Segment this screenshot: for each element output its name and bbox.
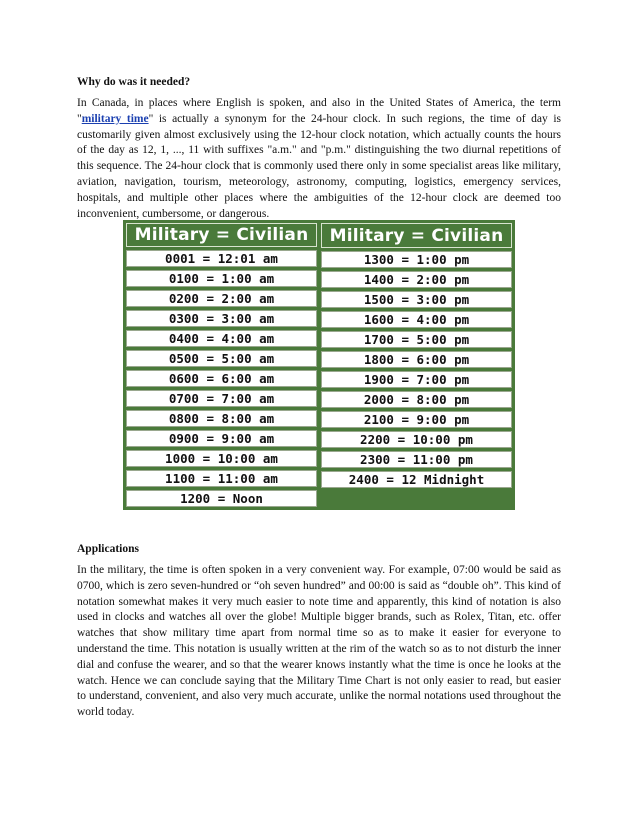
- table-cell: 2000 = 8:00 pm: [321, 391, 512, 408]
- table-columns: [126, 223, 512, 507]
- table-cell: 0900 = 9:00 am: [126, 430, 317, 447]
- table-cell: 1000 = 10:00 am: [126, 450, 317, 467]
- paragraph-text: " is actually a synonym for the 24-hour clock. In such regions, the time of day is customarily given almost exclusively using the 12-hour clock notation, which actually counts the hours of the day as 12, 1, ..., 11 with suffixes "a.m." and "p.m." distinguishing the two diurnal repetitions of this sequence. The 24-hour clock that is commonly used there only in some specialist areas like military, aviation, navigation, tourism, meteorology, astronomy, computing, logistics, emergency services, hospitals, and multiple other places where the ambiguities of the 12-hour clock are deemed too inconvenient, cumbersome, or dangerous.: [77, 112, 561, 220]
- section-heading: Applications: [77, 543, 139, 555]
- military-time-link[interactable]: military time: [81, 112, 149, 125]
- table-cell: 1600 = 4:00 pm: [321, 311, 512, 328]
- section-paragraph: In the military, the time is often spoken in a very convenient way. For example, 07:00 would be said as 0700, which is zero seven-hundred or “oh seven hundred” and 00:00 is said as “double oh”. This kind of notation somewhat makes it very much easier to note time and apparently, this kind of notation is also used in clocks and watches all over the globe! Multiple bigger brands, such as Rolex, Titan, etc. offer watches that show military time apart from normal time so as to make it easier for everyone to understand the time. This notation is usually written at the rim of the watch so as to not disturb the inner dial and confuse the wearer, and so that the wearer knows instantly what the time is once he looks at the watch. Hence we can conclude saying that the Military Time Chart is not only easier to read, but easier to understand, convenient, and also very much accurate, unlike the normal notations used throughout the world today.: [77, 564, 561, 719]
- table-column: [126, 223, 317, 507]
- table-cell: 1900 = 7:00 pm: [321, 371, 512, 388]
- table-cell: 2100 = 9:00 pm: [321, 411, 512, 428]
- table-cell: 2200 = 10:00 pm: [321, 431, 512, 448]
- table-cell: 2300 = 11:00 pm: [321, 451, 512, 468]
- table-cell-empty: [321, 491, 512, 507]
- table-cell: 0100 = 1:00 am: [126, 270, 317, 287]
- table-cell: 0600 = 6:00 am: [126, 370, 317, 387]
- table-cell: 0001 = 12:01 am: [126, 250, 317, 267]
- table-cell: 2400 = 12 Midnight: [321, 471, 512, 488]
- table-column: [321, 223, 512, 507]
- table-cell: 0300 = 3:00 am: [126, 310, 317, 327]
- table-cell: 0800 = 8:00 am: [126, 410, 317, 427]
- table-cell: 1800 = 6:00 pm: [321, 351, 512, 368]
- military-time-table: [123, 220, 515, 510]
- table-header: Military = Civilian: [321, 223, 512, 248]
- table-cell: 0500 = 5:00 am: [126, 350, 317, 367]
- table-cell: 0200 = 2:00 am: [126, 290, 317, 307]
- table-cell: 0400 = 4:00 am: [126, 330, 317, 347]
- section-paragraph: [77, 96, 561, 222]
- table-header: Military = Civilian: [126, 223, 317, 247]
- table-cell: 1500 = 3:00 pm: [321, 291, 512, 308]
- table-cell: 1300 = 1:00 pm: [321, 251, 512, 268]
- table-cell: 1200 = Noon: [126, 490, 317, 507]
- section-applications: [77, 542, 561, 721]
- table-cell: 1400 = 2:00 pm: [321, 271, 512, 288]
- table-cell: 1100 = 11:00 am: [126, 470, 317, 487]
- paragraph-text: In Canada, in places where English is spoken, and also in the United States of America, the term ": [77, 97, 561, 125]
- table-cell: 1700 = 5:00 pm: [321, 331, 512, 348]
- table-cell: 0700 = 7:00 am: [126, 390, 317, 407]
- section-why-needed: [77, 75, 561, 222]
- section-heading: Why do was it needed?: [77, 76, 191, 88]
